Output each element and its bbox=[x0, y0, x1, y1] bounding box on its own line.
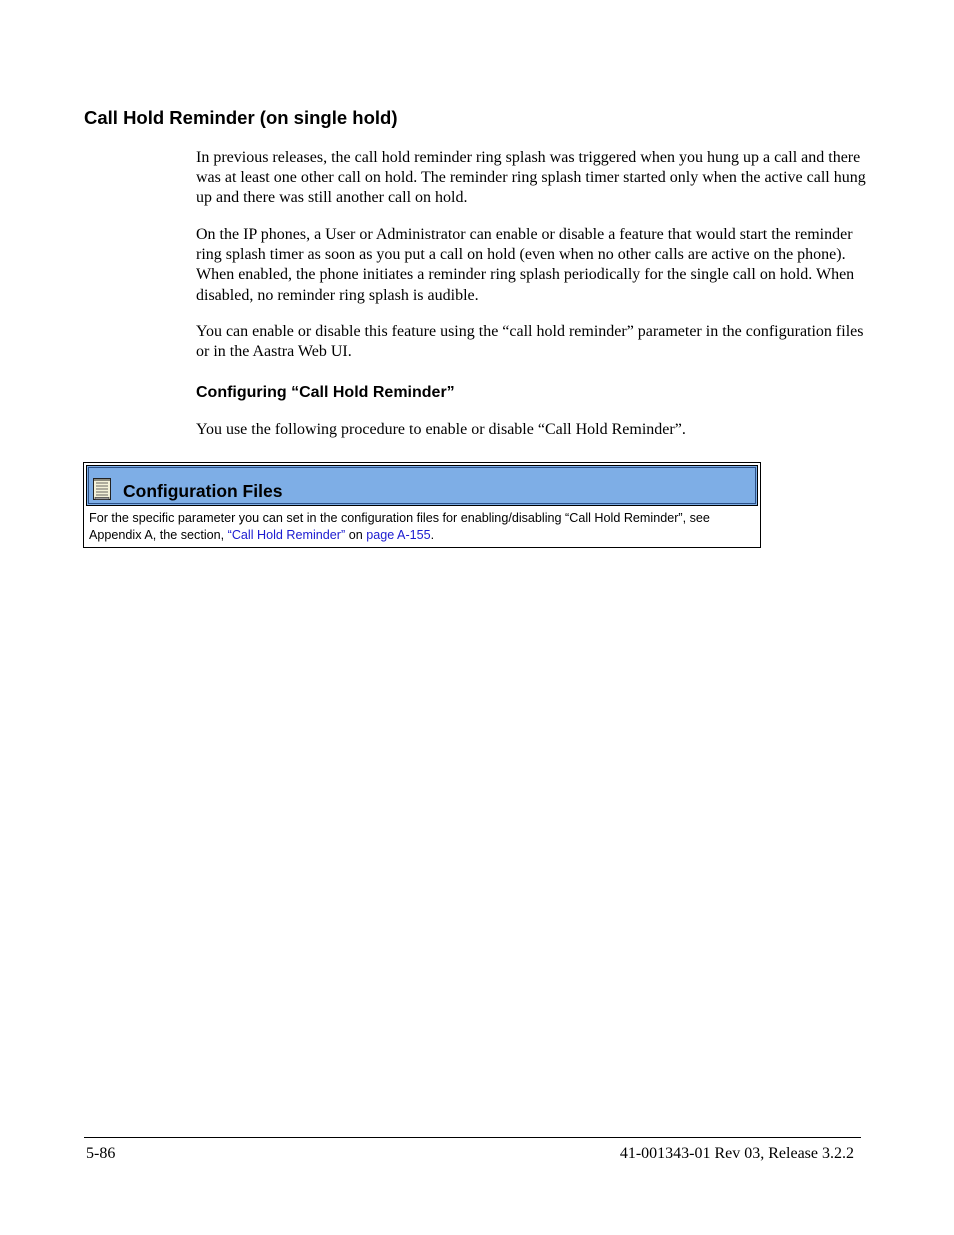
note-header bbox=[86, 465, 758, 506]
notepad-icon bbox=[92, 477, 112, 501]
note-body bbox=[89, 510, 757, 544]
procedure-intro: You use the following procedure to enable or disable “Call Hold Reminder”. bbox=[196, 421, 686, 438]
footer-divider bbox=[84, 1137, 861, 1138]
note-title: Configuration Files bbox=[123, 481, 283, 501]
note-text-middle: on bbox=[345, 528, 367, 542]
subsection-heading: Configuring “Call Hold Reminder” bbox=[196, 384, 455, 401]
paragraph-enable-disable: You can enable or disable this feature using the “call hold reminder” parameter in the configuration files or in the Aastra Web UI. bbox=[196, 323, 864, 361]
note-text-after: . bbox=[430, 528, 435, 542]
configuration-files-note bbox=[83, 462, 761, 548]
section-heading: Call Hold Reminder (on single hold) bbox=[84, 107, 398, 128]
paragraph-previous-releases: In previous releases, the call hold reminder ring splash was triggered when you hung up a call and there was at least one other call on hold. The reminder ring splash timer started only when the active call hung up and there was still another call on hold. bbox=[196, 149, 866, 207]
paragraph-feature-description: On the IP phones, a User or Administrator can enable or disable a feature that would start the reminder ring splash timer as soon as you put a call on hold (even when no other calls are active on the phone). When enabled, the phone initiates a reminder ring splash periodically for the single call on hold. When disabled, no reminder ring splash is audible. bbox=[196, 226, 855, 304]
document-id: 41-001343-01 Rev 03, Release 3.2.2 bbox=[619, 1145, 854, 1162]
link-call-hold-reminder-section[interactable]: “Call Hold Reminder” bbox=[227, 528, 346, 542]
note-text-before: For the specific parameter you can set in the configuration files for enabling/disabling “Call Hold Reminder”, see Appendix A, the section, bbox=[89, 511, 710, 542]
page-number: 5-86 bbox=[86, 1145, 116, 1162]
link-page-a-155[interactable]: page A-155 bbox=[366, 528, 431, 542]
